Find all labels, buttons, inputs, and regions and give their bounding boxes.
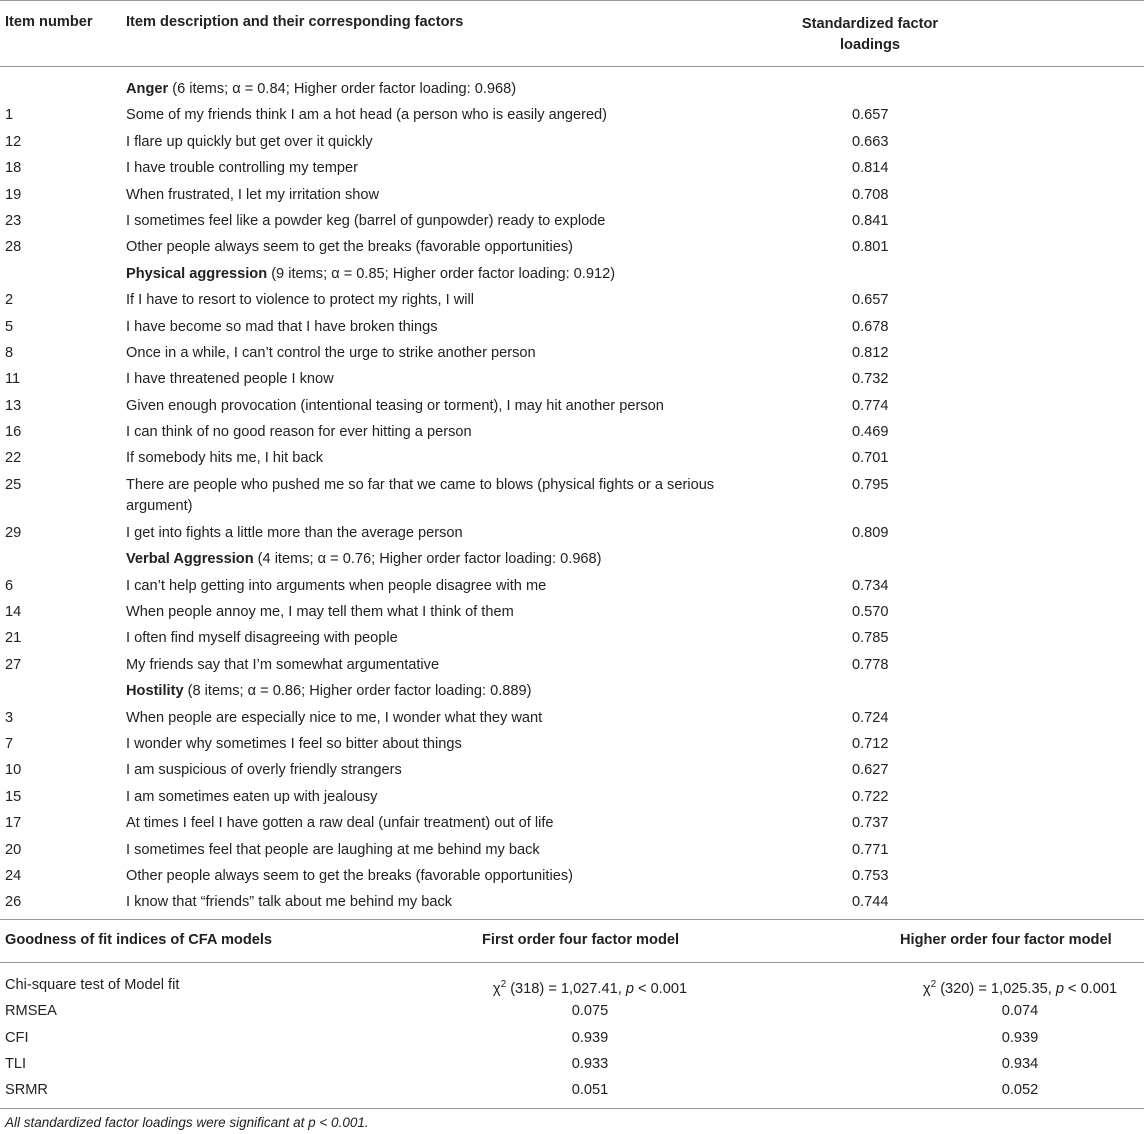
item-number: 5 <box>5 318 14 335</box>
item-description: I sometimes feel that people are laughing at me behind my back <box>126 841 540 858</box>
factor-info: (8 items; α = 0.86; Higher order factor loading: 0.889) <box>183 683 532 700</box>
factor-name: Anger <box>126 81 169 97</box>
factor-loading: 0.771 <box>852 841 889 858</box>
item-number: 14 <box>5 604 22 621</box>
item-description: I can’t help getting into arguments when people disagree with me <box>126 577 547 594</box>
factor-name: Hostility <box>126 683 184 700</box>
table-row <box>0 155 1144 181</box>
factor-loading: 0.724 <box>852 709 889 726</box>
item-description: Once in a while, I can’t control the urge to strike another person <box>126 344 536 361</box>
fit-row-label: RMSEA <box>5 1003 57 1020</box>
chi-symbol: χ <box>492 980 501 997</box>
factor-heading <box>126 261 766 287</box>
table-header <box>0 0 1144 67</box>
factor-info: (6 items; α = 0.84; Higher order factor loading: 0.968) <box>168 81 517 97</box>
item-number: 29 <box>5 524 22 541</box>
header-item-description: Item description and their corresponding factors <box>126 14 464 30</box>
factor-loading: 0.627 <box>852 762 889 779</box>
factor-loading: 0.657 <box>852 107 889 124</box>
factor-heading-row <box>0 76 1144 102</box>
chi-superscript: 2 <box>500 978 507 990</box>
table-row <box>0 129 1144 155</box>
item-description: I sometimes feel like a powder keg (barrel of gunpowder) ready to explode <box>126 212 606 229</box>
fit-first-order-value: 0.939 <box>571 1029 609 1046</box>
chi-value: (318) = 1,027.41, <box>506 980 626 997</box>
item-description: When people annoy me, I may tell them what I think of them <box>126 604 514 621</box>
factor-loading: 0.657 <box>852 292 889 309</box>
item-number: 17 <box>5 815 22 832</box>
factor-loading: 0.732 <box>852 371 889 388</box>
item-number: 27 <box>5 656 22 673</box>
fit-indices-body <box>0 963 1144 1109</box>
factor-heading <box>126 678 766 704</box>
fit-higher-order-value: 0.934 <box>1001 1055 1039 1072</box>
item-number: 24 <box>5 867 22 884</box>
header-factor-loadings <box>790 14 950 56</box>
fit-higher-order-value: 0.074 <box>1001 1003 1039 1020</box>
factor-info: (9 items; α = 0.85; Higher order factor loading: 0.912) <box>267 265 616 282</box>
table-row <box>0 837 1144 863</box>
factor-loading: 0.570 <box>852 604 889 621</box>
item-description: When people are especially nice to me, I wonder what they want <box>126 709 543 726</box>
fit-first-order-value: 0.933 <box>571 1055 609 1072</box>
fit-row-cfi <box>0 1025 1144 1051</box>
factor-loading: 0.801 <box>852 239 889 256</box>
table-row <box>0 889 1144 915</box>
factor-info: (4 items; α = 0.76; Higher order factor loading: 0.968) <box>253 551 602 568</box>
table-row <box>0 234 1144 260</box>
factor-loading: 0.809 <box>852 524 889 541</box>
item-description: There are people who pushed me so far that we came to blows (physical fights or a serious argument) <box>126 476 715 514</box>
item-description: Other people always seem to get the breaks (favorable opportunities) <box>126 867 573 884</box>
factor-heading <box>126 76 766 102</box>
item-number: 10 <box>5 762 22 779</box>
factor-name: Physical aggression <box>126 265 268 282</box>
item-number: 1 <box>5 107 14 124</box>
fit-row-label: TLI <box>5 1055 27 1072</box>
factor-heading-row <box>0 261 1144 287</box>
p-symbol: p <box>1055 980 1064 997</box>
fit-row-label: CFI <box>5 1029 29 1046</box>
item-description: When frustrated, I let my irritation show <box>126 186 380 203</box>
fit-higher-order-value: 0.939 <box>1001 1029 1039 1046</box>
table-row <box>0 573 1144 599</box>
chi-value: (320) = 1,025.35, <box>936 980 1056 997</box>
factor-loading: 0.663 <box>852 133 889 150</box>
fit-row-label: SRMR <box>5 1082 48 1099</box>
factor-loading: 0.744 <box>852 894 889 911</box>
p-value: < 0.001 <box>1063 980 1118 997</box>
factor-loading: 0.785 <box>852 630 889 647</box>
fit-header-first-order: First order four factor model <box>482 931 680 948</box>
table-row <box>0 419 1144 445</box>
factor-loading: 0.812 <box>852 344 889 361</box>
table-row <box>0 520 1144 546</box>
item-description: I have become so mad that I have broken things <box>126 318 438 335</box>
factor-loading: 0.795 <box>852 476 889 493</box>
fit-row-tli <box>0 1051 1144 1077</box>
table-footnote: All standardized factor loadings were significant at p < 0.001. <box>5 1115 369 1130</box>
factor-loading: 0.712 <box>852 735 889 752</box>
table-row <box>0 102 1144 128</box>
fit-first-order-value: 0.075 <box>571 1003 609 1020</box>
table-row <box>0 287 1144 313</box>
item-description: Other people always seem to get the breaks (favorable opportunities) <box>126 239 573 256</box>
item-number: 3 <box>5 709 14 726</box>
factor-loading: 0.778 <box>852 656 889 673</box>
item-description: My friends say that I’m somewhat argumentative <box>126 656 440 673</box>
factor-heading-row <box>0 546 1144 572</box>
item-number: 7 <box>5 735 14 752</box>
factor-loading: 0.737 <box>852 815 889 832</box>
item-description: I have trouble controlling my temper <box>126 160 358 177</box>
factor-loading: 0.722 <box>852 788 889 805</box>
table-body <box>0 67 1144 916</box>
item-number: 26 <box>5 894 22 911</box>
table-row <box>0 599 1144 625</box>
item-description: I am sometimes eaten up with jealousy <box>126 788 378 805</box>
table-row <box>0 472 1144 520</box>
item-description: If somebody hits me, I hit back <box>126 450 324 467</box>
factor-loading: 0.701 <box>852 450 889 467</box>
table-row <box>0 863 1144 889</box>
p-value: < 0.001 <box>633 980 688 997</box>
item-description: Some of my friends think I am a hot head (a person who is easily angered) <box>126 107 608 124</box>
item-number: 25 <box>5 476 22 493</box>
fit-row-srmr <box>0 1077 1144 1103</box>
fit-higher-order-value: 0.052 <box>1001 1082 1039 1099</box>
table-row <box>0 757 1144 783</box>
header-loadings-line1: Standardized factor <box>801 16 939 32</box>
item-description: I wonder why sometimes I feel so bitter about things <box>126 735 462 752</box>
item-number: 22 <box>5 450 22 467</box>
fit-row-label: Chi-square test of Model fit <box>5 976 180 993</box>
chi-superscript: 2 <box>930 978 937 990</box>
table-row <box>0 625 1144 651</box>
item-description: I have threatened people I know <box>126 371 334 388</box>
table-row <box>0 314 1144 340</box>
header-loadings-line2: loadings <box>840 37 900 53</box>
factor-loading: 0.774 <box>852 397 889 414</box>
table-row <box>0 705 1144 731</box>
item-number: 20 <box>5 841 22 858</box>
item-number: 13 <box>5 397 22 414</box>
factor-heading <box>126 546 766 572</box>
item-description: I know that “friends” talk about me behind my back <box>126 894 453 911</box>
factor-loading: 0.814 <box>852 160 889 177</box>
table-row <box>0 445 1144 471</box>
item-description: I often find myself disagreeing with people <box>126 630 398 647</box>
item-number: 2 <box>5 292 14 309</box>
factor-loading: 0.841 <box>852 212 889 229</box>
factor-loading: 0.469 <box>852 424 889 441</box>
item-number: 11 <box>5 371 21 388</box>
item-number: 21 <box>5 630 22 647</box>
factor-loading: 0.734 <box>852 577 889 594</box>
item-number: 15 <box>5 788 22 805</box>
factor-loading: 0.753 <box>852 867 889 884</box>
item-number: 12 <box>5 133 22 150</box>
fit-indices-header <box>0 919 1144 963</box>
table-row <box>0 784 1144 810</box>
fit-header-higher-order: Higher order four factor model <box>900 931 1112 948</box>
table-row <box>0 366 1144 392</box>
table-row <box>0 810 1144 836</box>
table-row <box>0 340 1144 366</box>
item-number: 19 <box>5 186 22 203</box>
item-description: Given enough provocation (intentional teasing or torment), I may hit another person <box>126 397 664 414</box>
p-symbol: p <box>625 980 634 997</box>
item-description: I flare up quickly but get over it quickly <box>126 133 373 150</box>
table-row <box>0 393 1144 419</box>
item-number: 28 <box>5 239 22 256</box>
table-row <box>0 208 1144 234</box>
factor-loading: 0.678 <box>852 318 889 335</box>
table-row <box>0 652 1144 678</box>
item-description: I am suspicious of overly friendly strangers <box>126 762 402 779</box>
item-description: If I have to resort to violence to protect my rights, I will <box>126 292 474 309</box>
fit-header-label: Goodness of fit indices of CFA models <box>5 931 273 948</box>
item-description: At times I feel I have gotten a raw deal (unfair treatment) out of life <box>126 815 554 832</box>
factor-name: Verbal Aggression <box>126 551 254 568</box>
table-row <box>0 182 1144 208</box>
table-row <box>0 731 1144 757</box>
item-number: 8 <box>5 344 14 361</box>
fit-row-rmsea <box>0 998 1144 1024</box>
factor-loading: 0.708 <box>852 186 889 203</box>
header-item-number: Item number <box>5 14 93 30</box>
item-number: 6 <box>5 577 14 594</box>
item-description: I can think of no good reason for ever hitting a person <box>126 424 472 441</box>
factor-heading-row <box>0 678 1144 704</box>
fit-row-chi-square <box>0 972 1144 998</box>
chi-symbol: χ <box>922 980 931 997</box>
item-description: I get into fights a little more than the average person <box>126 524 463 541</box>
item-number: 18 <box>5 160 22 177</box>
item-number: 23 <box>5 212 22 229</box>
item-number: 16 <box>5 424 22 441</box>
fit-first-order-value: 0.051 <box>571 1082 609 1099</box>
